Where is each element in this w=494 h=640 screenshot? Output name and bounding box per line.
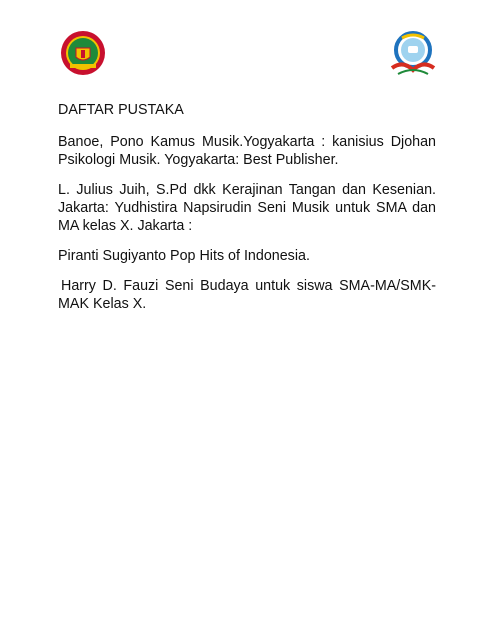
program-emblem-logo [388,30,438,78]
bibliography-entry: Harry D. Fauzi Seni Budaya untuk siswa SMA-MA/SMK-MAK Kelas X. [58,278,436,312]
bibliography-entry: Piranti Sugiyanto Pop Hits of Indonesia. [58,248,310,264]
bibliography-entry: Banoe, Pono Kamus Musik.Yogyakarta : kanisius Djohan Psikologi Musik. Yogyakarta: Best Publisher. [58,134,436,168]
school-emblem-logo [60,30,106,76]
bibliography [58,101,436,325]
bibliography-entry: L. Julius Juih, S.Pd dkk Kerajinan Tangan dan Kesenian. Jakarta: Yudhistira Napsirudin Seni Musik untuk SMA dan MA kelas X. Jakarta : [58,182,436,234]
page-title: DAFTAR PUSTAKA [58,102,184,118]
